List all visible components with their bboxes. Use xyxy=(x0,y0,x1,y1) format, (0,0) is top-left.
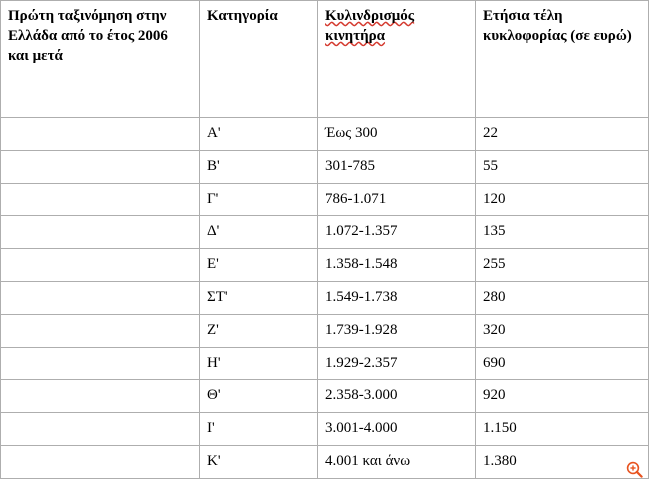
column-header-category: Κατηγορία xyxy=(200,1,318,118)
column-header-annual-road-tax: Ετήσια τέλη κυκλοφορίας (σε ευρώ) xyxy=(476,1,649,118)
table-header-row xyxy=(1,1,649,118)
table-body xyxy=(1,118,649,479)
cell-category: Γ' xyxy=(200,183,318,216)
cell-category: Θ' xyxy=(200,380,318,413)
cell-category: Η' xyxy=(200,347,318,380)
cell-fee: 120 xyxy=(476,183,649,216)
row-spacer-cell xyxy=(1,413,200,446)
cell-fee: 1.380 xyxy=(476,445,649,478)
table-header xyxy=(1,1,649,118)
cell-fee: 320 xyxy=(476,314,649,347)
row-spacer-cell xyxy=(1,347,200,380)
cell-displacement: 1.072-1.357 xyxy=(318,216,476,249)
cell-category: Ι' xyxy=(200,413,318,446)
row-spacer-cell xyxy=(1,183,200,216)
cell-displacement: 2.358-3.000 xyxy=(318,380,476,413)
row-spacer-cell xyxy=(1,445,200,478)
cell-category: Κ' xyxy=(200,445,318,478)
column-header-engine-displacement xyxy=(318,1,476,118)
cell-displacement: 3.001-4.000 xyxy=(318,413,476,446)
table-row xyxy=(1,150,649,183)
row-spacer-cell xyxy=(1,249,200,282)
table-row xyxy=(1,314,649,347)
table-row xyxy=(1,380,649,413)
table-row xyxy=(1,347,649,380)
table-row xyxy=(1,413,649,446)
cell-displacement: 1.929-2.357 xyxy=(318,347,476,380)
row-spacer-cell xyxy=(1,281,200,314)
table-row xyxy=(1,216,649,249)
cell-displacement: 1.549-1.738 xyxy=(318,281,476,314)
cell-fee: 255 xyxy=(476,249,649,282)
magnifier-plus-icon[interactable] xyxy=(626,461,643,478)
column-header-registration-year: Πρώτη ταξινόμηση στην Ελλάδα από το έτος 2006 και μετά xyxy=(1,1,200,118)
cell-fee: 55 xyxy=(476,150,649,183)
table-row xyxy=(1,445,649,478)
cell-category: Δ' xyxy=(200,216,318,249)
row-spacer-cell xyxy=(1,314,200,347)
cell-displacement: Έως 300 xyxy=(318,118,476,151)
cell-displacement: 301-785 xyxy=(318,150,476,183)
table-row xyxy=(1,118,649,151)
cell-displacement: 1.358-1.548 xyxy=(318,249,476,282)
cell-category: Ε' xyxy=(200,249,318,282)
cell-category: ΣΤ' xyxy=(200,281,318,314)
cell-fee: 920 xyxy=(476,380,649,413)
cell-fee: 690 xyxy=(476,347,649,380)
cell-fee: 280 xyxy=(476,281,649,314)
cell-displacement: 1.739-1.928 xyxy=(318,314,476,347)
row-spacer-cell xyxy=(1,150,200,183)
cell-category: Α' xyxy=(200,118,318,151)
table-row xyxy=(1,281,649,314)
row-spacer-cell xyxy=(1,216,200,249)
table-row xyxy=(1,249,649,282)
row-spacer-cell xyxy=(1,118,200,151)
row-spacer-cell xyxy=(1,380,200,413)
cell-fee: 135 xyxy=(476,216,649,249)
column-header-engine-displacement-text: Κυλινδρισμός κινητήρα xyxy=(325,8,415,44)
cell-displacement: 4.001 και άνω xyxy=(318,445,476,478)
cell-category: Ζ' xyxy=(200,314,318,347)
cell-fee: 22 xyxy=(476,118,649,151)
table-row xyxy=(1,183,649,216)
cell-category: Β' xyxy=(200,150,318,183)
cell-fee: 1.150 xyxy=(476,413,649,446)
cell-displacement: 786-1.071 xyxy=(318,183,476,216)
